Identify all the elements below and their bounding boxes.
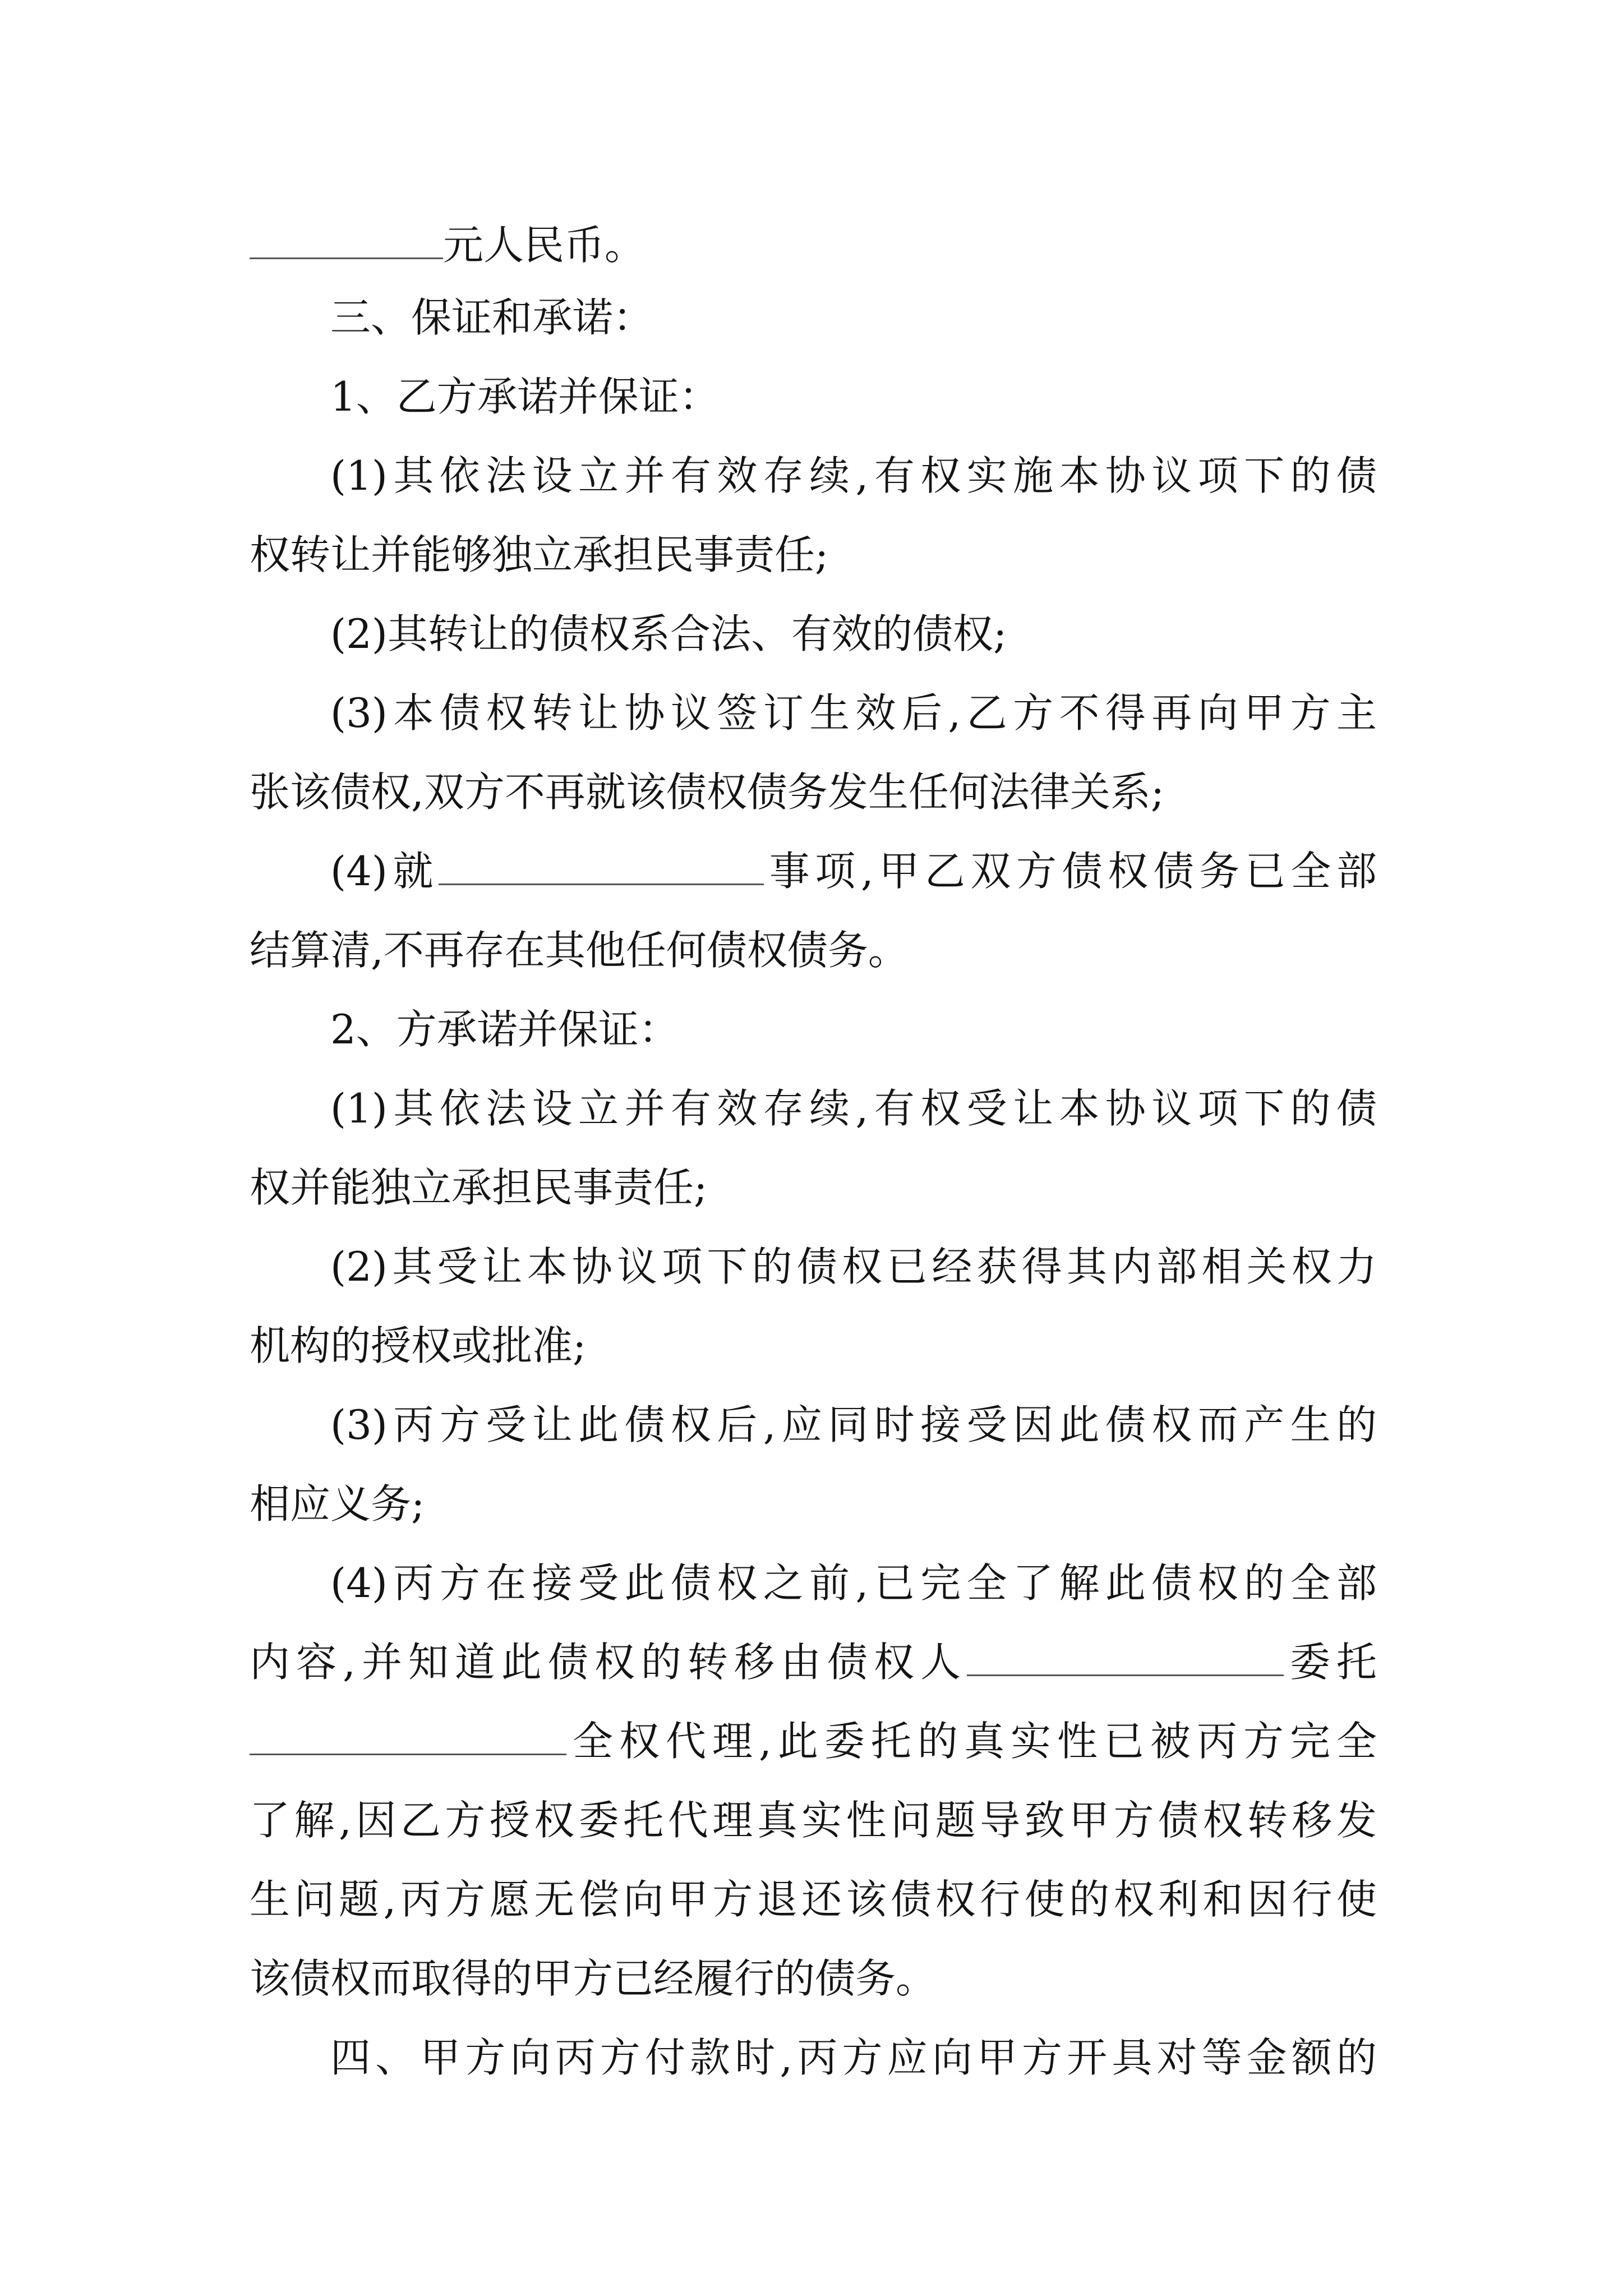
party-c-clause-4-line-6 <box>250 1936 1377 2021</box>
paragraph-text: (2)其转让的债权系合法、有效的债权; <box>330 610 1007 657</box>
paragraph-text: 权转让并能够独立承担民事责任; <box>250 531 829 578</box>
section-3-heading <box>330 275 1377 360</box>
party-b-clause-2 <box>330 592 1377 676</box>
party-c-clause-2-line-1 <box>330 1225 1377 1309</box>
paragraph-text: 全权代理,此委托的真实性已被丙方完全 <box>566 1718 1377 1765</box>
paragraph-text: 权并能独立承担民事责任; <box>250 1164 708 1211</box>
party-c-clause-4-line-3 <box>250 1699 1377 1783</box>
paragraph-text: 机构的授权或批准; <box>250 1322 587 1369</box>
paragraph-text: 四、甲方向丙方付款时,丙方应向甲方开具对等金额的 <box>330 2034 1377 2081</box>
creditor-blank <box>967 1633 1284 1676</box>
paragraph-text: (1)其依法设立并有效存续,有权受让本协议项下的债 <box>330 1085 1377 1132</box>
party-b-clause-3-line-2 <box>250 750 1377 834</box>
agent-blank <box>250 1712 566 1755</box>
party-c-clause-3-line-1 <box>330 1383 1377 1467</box>
amount-unit-text: 元人民币。 <box>443 222 645 269</box>
party-c-clause-4-line-5 <box>250 1857 1377 1941</box>
party-b-heading-text: 1、乙方承诺并保证： <box>330 373 720 420</box>
paragraph-text: (1)其依法设立并有效存续,有权实施本协议项下的债 <box>330 452 1377 499</box>
paragraph-text: (3)本债权转让协议签订生效后,乙方不得再向甲方主 <box>330 689 1377 737</box>
party-c-clause-3-line-2 <box>250 1462 1377 1546</box>
party-b-clause-1-line-1 <box>330 434 1377 518</box>
party-b-clause-1-line-2 <box>250 513 1377 597</box>
section-3-heading-text: 三、保证和承诺： <box>330 294 654 341</box>
party-b-clause-4-line-2 <box>250 908 1377 992</box>
party-c-clause-4-line-2 <box>250 1620 1377 1704</box>
paragraph-text: (4)就 <box>330 848 439 895</box>
paragraph-text: 了解,因乙方授权委托代理真实性问题导致甲方债权转移发 <box>250 1797 1377 1844</box>
party-c-clause-4-line-1 <box>330 1541 1377 1625</box>
paragraph-text: (4)丙方在接受此债权之前,已完全了解此债权的全部 <box>330 1559 1377 1607</box>
party-c-heading <box>330 987 1377 1071</box>
section-4-line-1 <box>330 2016 1377 2100</box>
paragraph-text: 结算清,不再存在其他任何债权债务。 <box>250 927 909 974</box>
party-c-clause-2-line-2 <box>250 1304 1377 1388</box>
paragraph-text: 内容,并知道此债权的转移由债权人 <box>250 1639 967 1686</box>
party-b-clause-3-line-1 <box>330 671 1377 755</box>
paragraph-text: 委托 <box>1283 1639 1377 1686</box>
party-c-clause-1-line-1 <box>330 1066 1377 1151</box>
party-b-clause-4-line-1 <box>330 829 1377 913</box>
paragraph-text: 张该债权,双方不再就该债权债务发生任何法律关系; <box>250 769 1165 816</box>
amount-blank <box>250 216 443 259</box>
paragraph-text: 生问题,丙方愿无偿向甲方退还该债权行使的权利和因行使 <box>250 1876 1377 1923</box>
amount-line <box>250 203 1377 287</box>
matter-blank <box>439 842 764 885</box>
party-c-heading-text: 2、方承诺并保证： <box>330 1006 679 1053</box>
party-b-heading <box>330 355 1377 439</box>
paragraph-text: 事项,甲乙双方债权债务已全部 <box>764 848 1377 895</box>
paragraph-text: 相应义务; <box>250 1480 425 1527</box>
paragraph-text: (3)丙方受让此债权后,应同时接受因此债权而产生的 <box>330 1401 1377 1448</box>
party-c-clause-1-line-2 <box>250 1145 1377 1230</box>
paragraph-text: 该债权而取得的甲方已经履行的债务。 <box>250 1955 937 2002</box>
party-c-clause-4-line-4 <box>250 1778 1377 1862</box>
paragraph-text: (2)其受让本协议项下的债权已经获得其内部相关权力 <box>330 1243 1377 1290</box>
